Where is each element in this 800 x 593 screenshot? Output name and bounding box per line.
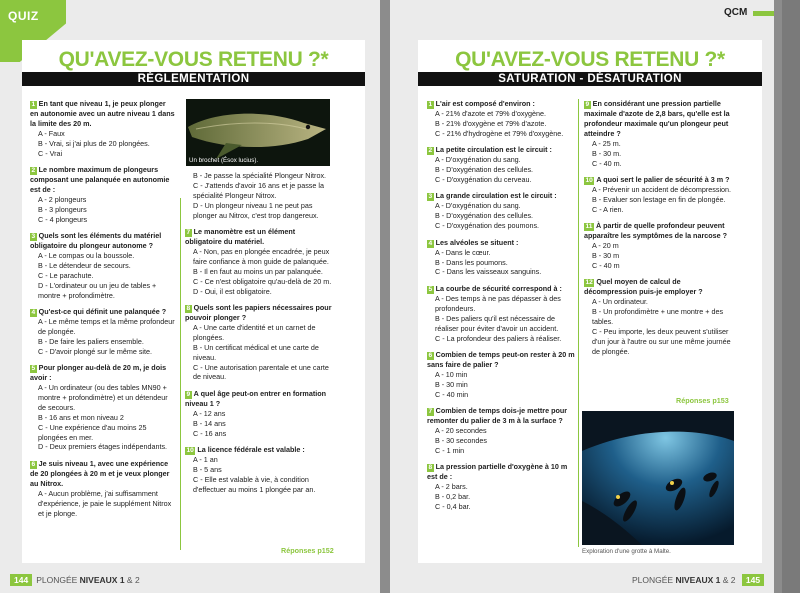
answer-option: A - Dans le cœur. <box>435 247 491 257</box>
question-text: 12 Quel moyen de calcul de décompression puis-je employer ? <box>584 277 703 297</box>
quiz-question <box>30 307 176 357</box>
answer-option: D - Un plongeur niveau 1 ne peut pas plonger au Nitrox, c'est trop dangereux. <box>193 200 319 220</box>
question-number: 10 <box>186 446 194 454</box>
question-number: 8 <box>428 464 433 472</box>
answer-option: C - 21% d'hydrogène et 79% d'oxygène. <box>435 128 564 138</box>
answer-option: C - Ce n'est obligatoire qu'au-delà de 20 m. <box>193 276 332 286</box>
answer-option: A - 2 bars. <box>435 482 468 492</box>
answer-option: C - 40 m. <box>592 158 622 168</box>
question-text: 3 Quels sont les éléments du matériel obligatoire du plongeur autonome ? <box>30 231 162 251</box>
question-text: 1 En tant que niveau 1, je peux plonger en autonomie avec un autre niveau 1 dans la limite des 20 m. <box>30 99 175 128</box>
answer-option: C - Dans les vaisseaux sanguins. <box>435 267 542 277</box>
quiz-question <box>185 445 333 495</box>
page-footer: PLONGÉE NIVEAUX 1 & 2 145 <box>632 574 764 586</box>
page-edge <box>782 0 800 593</box>
question-number: 7 <box>428 408 433 416</box>
answer-option: B - Le détendeur de secours. <box>38 260 131 270</box>
question-number: 9 <box>585 101 590 108</box>
quiz-question <box>427 350 575 400</box>
answer-option: C - Elle est valable à vie, à condition d'effectuer au moins 1 plongée par an. <box>193 474 316 494</box>
question-number: 1 <box>428 101 433 108</box>
page-footer: 144 PLONGÉE NIVEAUX 1 & 2 <box>10 574 140 586</box>
section-header: SATURATION - DÉSATURATION <box>418 72 762 86</box>
answer-option: A - Aucun problème, j'ai suffisamment d'expérience, je paie le supplément Nitrox et je plonge. <box>38 488 172 518</box>
answer-option: B - De faire les paliers ensemble. <box>38 336 144 346</box>
answer-option: B - Il en faut au moins un par palanquée. <box>193 266 323 276</box>
answer-option: D - Oui, il est obligatoire. <box>193 286 272 296</box>
answer-option: B - Dans les poumons. <box>435 257 508 267</box>
answer-option: C - D'oxygénation du cerveau. <box>435 175 532 185</box>
pike-photo <box>186 99 330 166</box>
question-number: 5 <box>31 365 36 373</box>
answer-option: A - 10 min <box>435 369 468 379</box>
question-column <box>30 99 176 525</box>
answer-option: A - D'oxygénation du sang. <box>435 201 521 211</box>
question-number: 1 <box>31 101 36 108</box>
answer-option: A - Un ordinateur (ou des tables MN90 + montre + profondimètre) et un détendeur de secours. <box>38 383 168 412</box>
question-number: 5 <box>428 285 433 293</box>
answer-option: A - Le même temps et la même profondeur de plongée. <box>38 317 175 336</box>
question-text: 10 La licence fédérale est valable : <box>186 444 305 454</box>
answer-option: B - 30 m <box>592 250 620 260</box>
question-text: 4 Les alvéoles se situent : <box>428 237 519 247</box>
question-number: 3 <box>31 233 36 241</box>
answer-option: B - 14 ans <box>193 418 226 428</box>
answer-option: A - 20 m <box>592 241 619 251</box>
question-text: 8 La pression partielle d'oxygène à 10 m est de : <box>427 462 568 482</box>
quiz-question <box>427 191 575 231</box>
quiz-question <box>185 227 333 296</box>
answer-option: A - D'oxygénation du sang. <box>435 155 521 165</box>
quiz-question <box>30 231 176 300</box>
answer-option: B - 5 ans <box>193 464 222 474</box>
answer-option: B - 30 secondes <box>435 435 487 445</box>
answer-option: C - Une autorisation parentale et une carte de niveau. <box>193 362 329 382</box>
answer-option: C - 4 plongeurs <box>38 214 88 224</box>
divers-cave-icon <box>582 411 734 545</box>
answer-option: B - 16 ans et mon niveau 2 <box>38 412 124 422</box>
qcm-accent-bar <box>753 11 774 16</box>
answers-reference: Réponses p152 <box>281 546 334 555</box>
answer-option: A - Un ordinateur. <box>592 297 648 307</box>
quiz-question <box>427 99 575 139</box>
answer-option: C - 40 m <box>592 260 620 270</box>
question-column <box>185 171 333 501</box>
answer-option: C - Le parachute. <box>38 270 94 280</box>
quiz-question <box>185 303 333 382</box>
answer-option: B - D'oxygénation des cellules. <box>435 211 534 221</box>
answer-option: C - 1 min <box>435 445 465 455</box>
quiz-question <box>30 165 176 225</box>
question-text: 9 En considérant une pression partielle maximale d'azote de 2,8 bars, qu'elle est la profondeur maximale qu'un plongeur peut atteindre ? <box>584 99 730 138</box>
answer-option: B - 21% d'oxygène et 79% d'azote. <box>435 118 547 128</box>
question-column <box>584 99 732 363</box>
column-divider <box>180 198 181 550</box>
quiz-question <box>427 238 575 278</box>
left-panel <box>22 40 365 563</box>
quiz-question <box>427 145 575 185</box>
question-number: 10 <box>585 176 593 184</box>
question-text: 8 Quels sont les papiers nécessaires pour pouvoir plonger ? <box>185 302 332 322</box>
answer-option: C - Peu importe, les deux peuvent s'utiliser d'un jour à l'autre ou sur une même journée de plongée. <box>592 326 731 356</box>
answer-option: C - 16 ans <box>193 428 227 438</box>
section-header: RÉGLEMENTATION <box>22 72 365 86</box>
answer-option: B - Je passe la spécialité Plongeur Nitrox. <box>193 171 327 180</box>
question-number: 3 <box>428 193 433 201</box>
question-text: 3 La grande circulation est le circuit : <box>428 191 557 201</box>
question-text: 5 La courbe de sécurité correspond à : <box>428 283 562 293</box>
quiz-tag: QUIZ <box>8 9 39 23</box>
answer-option: A - 2 plongeurs <box>38 194 87 204</box>
quiz-question <box>584 99 732 168</box>
question-number: 4 <box>428 239 433 247</box>
quiz-question <box>427 406 575 456</box>
question-number: 11 <box>585 223 593 231</box>
left-page <box>0 0 380 593</box>
answers-reference: Réponses p153 <box>676 396 729 405</box>
answer-option: C - 0,4 bar. <box>435 501 471 511</box>
qcm-tag: QCM <box>724 7 748 18</box>
photo-caption: Un brochet (Ésox lucius). <box>189 157 259 164</box>
right-panel <box>418 40 762 563</box>
answer-option: A - Des temps à ne pas dépasser à des profondeurs. <box>435 293 561 313</box>
answer-option: A - 21% d'azote et 79% d'oxygène. <box>435 109 547 118</box>
answer-option: B - Un certificat médical et une carte de niveau. <box>193 342 319 362</box>
answer-option: C - Une expérience d'au moins 25 plongées en mer. <box>38 422 147 442</box>
question-text: 11 À partir de quelle profondeur peuvent apparaître les symptômes de la narcose ? <box>584 221 728 241</box>
question-number: 2 <box>428 147 433 155</box>
column-divider <box>578 99 579 547</box>
answer-option: A - 20 secondes <box>435 425 487 435</box>
page-title: QU'AVEZ-VOUS RETENU ?* <box>455 48 725 71</box>
answer-option: A - 25 m. <box>592 138 621 148</box>
page-number: 144 <box>10 574 32 586</box>
question-column <box>427 99 575 518</box>
photo-caption: Exploration d'une grotte à Malte. <box>582 548 671 555</box>
question-number: 4 <box>31 309 36 316</box>
question-text: 9 A quel âge peut-on entrer en formation niveau 1 ? <box>185 388 326 408</box>
right-page <box>390 0 774 593</box>
question-text: 2 Le nombre maximum de plongeurs composant une palanquée en autonomie est de : <box>30 165 170 194</box>
answer-option: A - Non, pas en plongée encadrée, je peux faire confiance à mon guide de palanquée. <box>193 246 330 266</box>
question-text: 5 Pour plonger au-delà de 20 m, je dois avoir : <box>30 363 167 383</box>
quiz-question <box>30 459 176 519</box>
question-number: 12 <box>585 279 593 287</box>
quiz-question <box>584 221 732 271</box>
question-number: 2 <box>31 167 36 175</box>
question-text: 1 L'air est composé d'environ : <box>428 99 535 108</box>
question-text: 4 Qu'est-ce qui définit une palanquée ? <box>31 307 167 316</box>
answer-option: C - D'avoir plongé sur le même site. <box>38 346 153 356</box>
answer-option: B - 30 m. <box>592 148 622 158</box>
answer-option: D - L'ordinateur ou un jeu de tables + montre + profondimètre. <box>38 280 157 300</box>
answer-option: C - 40 min <box>435 389 469 399</box>
page-title: QU'AVEZ-VOUS RETENU ?* <box>58 48 329 71</box>
answer-option: A - Faux <box>38 128 65 138</box>
quiz-question <box>185 171 333 221</box>
answer-option: B - Un profondimètre + une montre + des tables. <box>592 307 724 326</box>
answer-option: C - La profondeur des paliers à réaliser. <box>435 333 562 343</box>
question-text: 10 A quoi sert le palier de sécurité à 3 m ? <box>585 174 730 184</box>
question-number: 6 <box>428 351 433 359</box>
question-number: 8 <box>186 304 191 312</box>
question-number: 7 <box>186 229 191 237</box>
quiz-question <box>584 175 732 215</box>
answer-option: B - D'oxygénation des cellules. <box>435 165 534 175</box>
answer-option: B - 0,2 bar. <box>435 491 471 501</box>
answer-option: B - 30 min <box>435 379 468 389</box>
answer-option: C - Vrai <box>38 148 63 158</box>
question-text: 6 Je suis niveau 1, avec une expérience de 20 plongées à 20 m et je veux plonger au Nitrox. <box>30 458 170 488</box>
quiz-question <box>30 363 176 452</box>
answer-option: C - A rien. <box>592 204 624 214</box>
quiz-question <box>185 389 333 439</box>
question-text: 7 Le manomètre est un élément obligatoire du matériel. <box>185 227 296 247</box>
answer-option: C - J'attends d'avoir 16 ans et je passe la spécialité Plongeur Nitrox. <box>193 180 324 200</box>
question-number: 6 <box>31 460 36 468</box>
quiz-question <box>584 277 732 356</box>
answer-option: A - 12 ans <box>193 408 226 418</box>
pike-fish-icon <box>186 99 330 166</box>
cave-dive-photo <box>582 411 734 545</box>
page-number: 145 <box>742 574 764 586</box>
quiz-question <box>427 462 575 512</box>
answer-option: C - D'oxygénation des poumons. <box>435 221 540 231</box>
answer-option: B - 3 plongeurs <box>38 204 87 214</box>
answer-option: A - Prévenir un accident de décompression. <box>592 184 732 194</box>
answer-option: B - Des paliers qu'il est nécessaire de réaliser pour éviter d'avoir un accident. <box>435 313 559 333</box>
quiz-question <box>427 284 575 344</box>
answer-option: B - Evaluer son lestage en fin de plongée. <box>592 194 726 204</box>
answer-option: D - Deux premiers étages indépendants. <box>38 442 168 452</box>
answer-option: A - 1 an <box>193 454 218 464</box>
question-text: 2 La petite circulation est le circuit : <box>428 145 552 155</box>
question-number: 9 <box>186 390 191 398</box>
answer-option: B - Vrai, si j'ai plus de 20 plongées. <box>38 138 150 148</box>
answer-option: A - Une carte d'identité et un carnet de plongées. <box>193 322 316 342</box>
answer-option: A - Le compas ou la boussole. <box>38 250 135 260</box>
question-text: 7 Combien de temps dois-je mettre pour remonter du palier de 3 m à la surface ? <box>427 406 568 426</box>
question-text: 6 Combien de temps peut-on rester à 20 m sans faire de palier ? <box>427 349 575 369</box>
quiz-question <box>30 99 176 159</box>
